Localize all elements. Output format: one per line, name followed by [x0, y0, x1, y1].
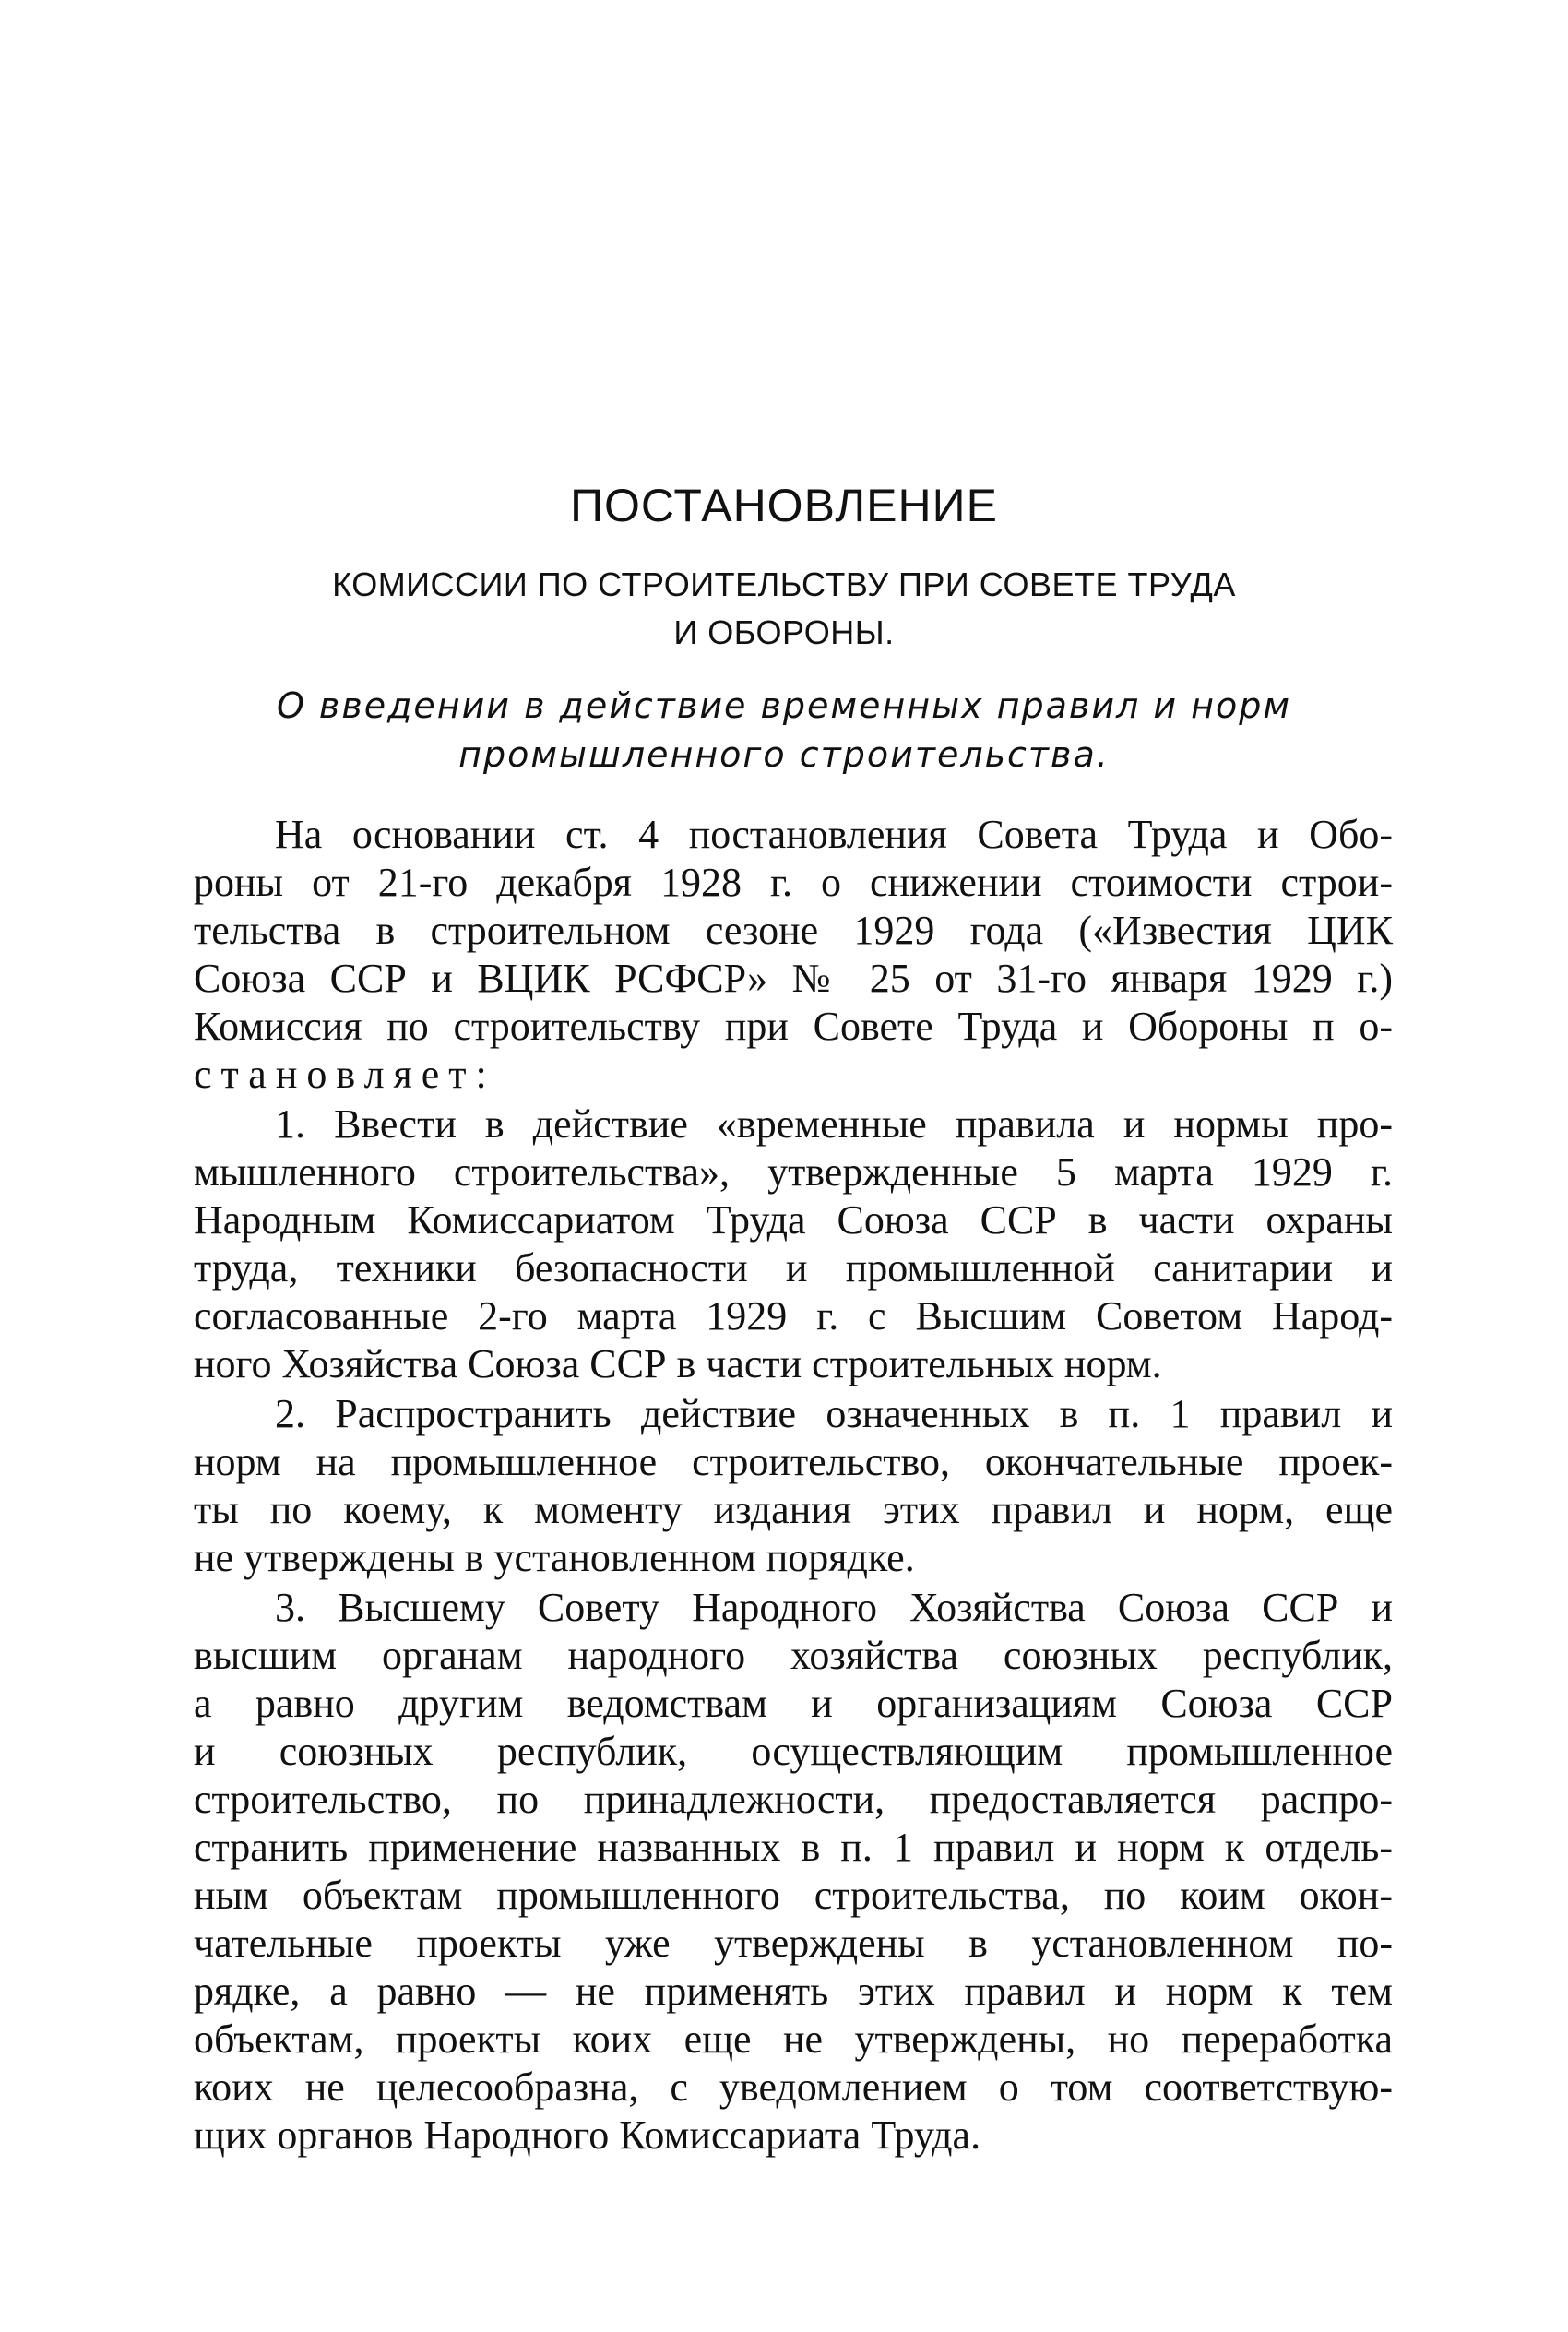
item-3-line: и союзных республик, осуществляющим промышленное [194, 1729, 1393, 1774]
subject-heading-line-2: промышленного строительства. [458, 734, 1110, 775]
item-1-line: Народным Комиссариатом Труда Союза ССР в части охраны [194, 1197, 1393, 1243]
preamble-line: Комиссия по строительству при Совете Труда и Обороны п о- [194, 1004, 1393, 1049]
preamble-line: становляет: [194, 1052, 496, 1097]
preamble-line: роны от 21-го декабря 1928 г. о снижении стоимости строи- [194, 860, 1393, 905]
item-1-line: согласованные 2-го марта 1929 г. с Высшим Советом Народ- [194, 1293, 1393, 1339]
item-3-line: а равно другим ведомствам и организациям Союза ССР [194, 1681, 1393, 1726]
item-3-line: рядке, а равно — не применять этих правил и норм к тем [194, 1969, 1393, 2014]
item-3-line: высшим органам народного хозяйства союзных республик, [194, 1633, 1393, 1678]
item-1-line: труда, техники безопасности и промышленной санитарии и [194, 1245, 1393, 1291]
item-3-line: странить применение названных в п. 1 правил и норм к отдель- [194, 1825, 1393, 1870]
item-2-line: ты по коему, к моменту издания этих правил и норм, еще [194, 1487, 1393, 1532]
item-3-line: строительство, по принадлежности, предоставляется распро- [194, 1777, 1393, 1822]
preamble-line: тельства в строительном сезоне 1929 года («Известия ЦИК [194, 908, 1393, 953]
item-3-line: 3. Высшему Совету Народного Хозяйства Союза ССР и [275, 1585, 1393, 1630]
document-title: ПОСТАНОВЛЕНИЕ [570, 480, 998, 531]
item-3-line: объектам, проекты коих еще не утверждены, но переработка [194, 2017, 1393, 2062]
item-2-line: норм на промышленное строительство, окончательные проек- [194, 1439, 1393, 1484]
subject-heading-line-1: О введении в действие временных правил и норм [276, 685, 1292, 726]
item-2-line: 2. Распространить действие означенных в п. 1 правил и [275, 1391, 1393, 1436]
item-1-line: ного Хозяйства Союза ССР в части строительных норм. [194, 1341, 1162, 1386]
item-3-line: коих не целесообразна, с уведомлением о том соответствую- [194, 2064, 1393, 2110]
item-2-line: не утверждены в установленном порядке. [194, 1535, 915, 1580]
item-3-line: щих органов Народного Комиссариата Труда. [194, 2112, 981, 2158]
preamble-line: На основании ст. 4 постановления Совета Труда и Обо- [275, 812, 1393, 857]
item-1-line: мышленного строительства», утвержденные 5 марта 1929 г. [194, 1149, 1393, 1195]
issuer-line-1: КОМИССИИ ПО СТРОИТЕЛЬСТВУ ПРИ СОВЕТЕ ТРУДА [332, 565, 1236, 603]
preamble-line: Союза ССР и ВЦИК РСФСР» № 25 от 31-го января 1929 г.) [194, 956, 1393, 1001]
item-1-line: 1. Ввести в действие «временные правила и нормы про- [275, 1101, 1393, 1147]
item-3-line: чательные проекты уже утверждены в установленном по- [194, 1921, 1393, 1966]
item-3-line: ным объектам промышленного строительства, по коим окон- [194, 1873, 1393, 1918]
issuer-line-2: И ОБОРОНЫ. [673, 613, 895, 651]
